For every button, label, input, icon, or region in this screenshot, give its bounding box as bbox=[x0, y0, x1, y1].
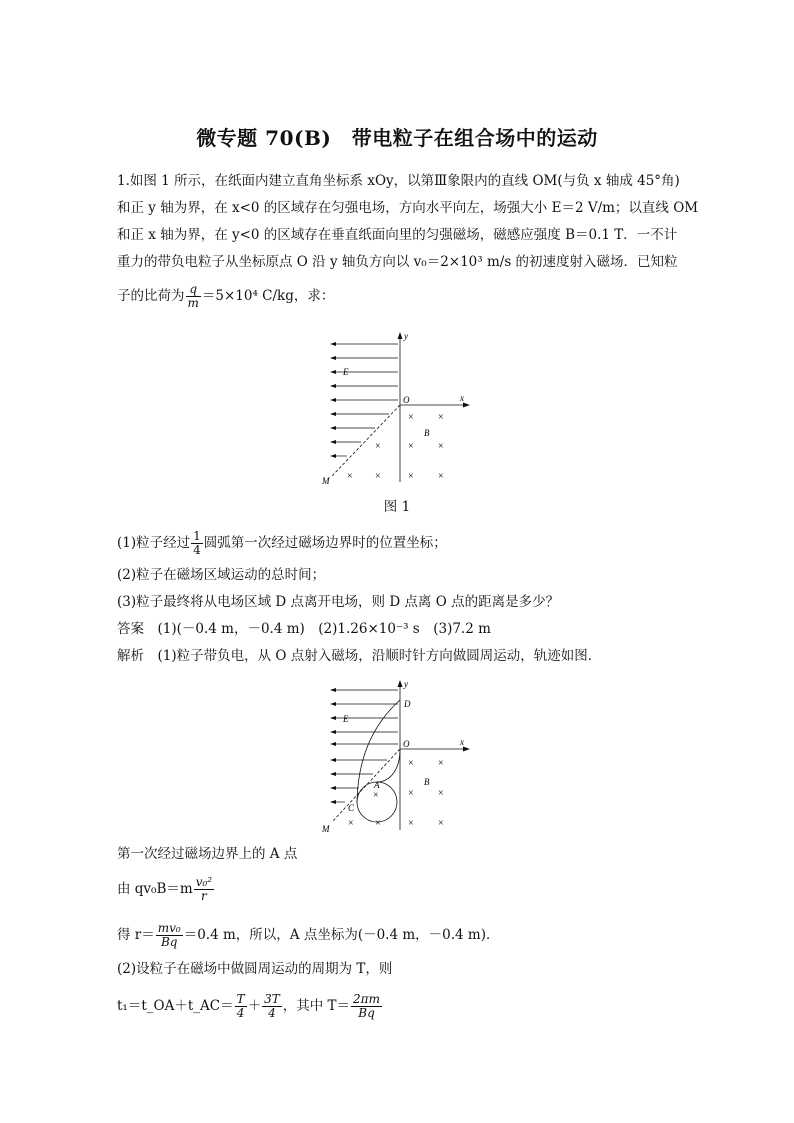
x-axis-arrow bbox=[463, 747, 470, 752]
page-title: 微专题 70(B) 带电粒子在组合场中的运动 bbox=[196, 126, 598, 150]
cross-mark: × bbox=[373, 790, 379, 801]
problem-line-5-pre: 子的比荷为 bbox=[117, 288, 185, 304]
fraction-denominator: m bbox=[187, 296, 199, 310]
problem-line-2: 和正 y 轴为界，在 x<0 的区域存在匀强电场，方向水平向左，场强大小 E＝2 V/m；以直线 OM bbox=[117, 200, 699, 216]
field-E-label: E bbox=[343, 714, 349, 724]
problem-line-1: 1.如图 1 所示，在纸面内建立直角坐标系 xOy，以第Ⅲ象限内的直线 OM(与负 x 轴成 45°角) bbox=[117, 173, 680, 189]
charge-mass-ratio-fraction bbox=[186, 283, 201, 310]
plus-sign: ＋ bbox=[247, 998, 262, 1014]
x-label: x bbox=[460, 393, 464, 403]
cross-mark: × bbox=[438, 818, 444, 829]
field-arrow bbox=[330, 716, 336, 720]
cross-mark: × bbox=[375, 441, 381, 452]
solution-line-5-mid: ，其中 T＝ bbox=[282, 998, 351, 1014]
field-arrow bbox=[330, 702, 336, 706]
point-A-label: A bbox=[374, 780, 380, 790]
cross-mark: × bbox=[408, 788, 414, 799]
question-1-post: 圆弧第一次经过磁场边界时的位置坐标； bbox=[203, 535, 447, 551]
fraction-denominator: 4 bbox=[193, 543, 201, 557]
solution-line-2 bbox=[117, 876, 215, 903]
problem-line-4: 重力的带负电粒子从坐标原点 O 沿 y 轴负方向以 v₀＝2×10³ m/s 的初速度射入磁场．已知粒 bbox=[117, 254, 678, 270]
y-label: y bbox=[404, 679, 408, 689]
field-B-label: B bbox=[424, 428, 430, 438]
radius-fraction bbox=[156, 922, 183, 949]
solution-line-3-pre: 得 r＝ bbox=[117, 927, 155, 943]
solution-line-3 bbox=[117, 922, 499, 949]
cross-mark: × bbox=[438, 412, 444, 423]
solution-line-2-pre: 由 qv₀B＝m bbox=[117, 881, 193, 897]
fraction-denominator: Bq bbox=[358, 1006, 375, 1020]
cross-mark: × bbox=[408, 441, 414, 452]
fraction-denominator: r bbox=[201, 889, 207, 903]
field-arrow bbox=[330, 786, 336, 790]
centripetal-fraction bbox=[194, 876, 214, 903]
quarter-period-fraction bbox=[235, 993, 247, 1020]
answer-line: 答案 (1)(－0.4 m，－0.4 m) (2)1.26×10⁻³ s (3)7.2 m bbox=[117, 621, 491, 637]
cross-mark: × bbox=[347, 471, 353, 482]
problem-line-5 bbox=[117, 283, 334, 310]
question-1-pre: (1)粒子经过 bbox=[117, 535, 191, 551]
cross-mark: × bbox=[375, 818, 381, 829]
y-axis-arrow bbox=[398, 332, 403, 339]
field-arrow bbox=[330, 440, 336, 444]
trajectory-arc-OA bbox=[377, 749, 400, 782]
cross-mark: × bbox=[375, 471, 381, 482]
cross-mark: × bbox=[438, 758, 444, 769]
point-M-label: M bbox=[322, 476, 330, 486]
field-arrow bbox=[330, 454, 336, 458]
cross-mark: × bbox=[408, 471, 414, 482]
cross-mark: × bbox=[348, 818, 354, 829]
fraction-numerator: mv₀ bbox=[157, 921, 181, 935]
field-arrow bbox=[330, 356, 336, 360]
solution-line-5-pre: t₁＝t_OA＋t_AC＝ bbox=[117, 998, 234, 1014]
question-1 bbox=[117, 530, 447, 557]
field-arrow bbox=[330, 398, 336, 402]
period-formula-fraction bbox=[351, 993, 382, 1020]
field-arrow bbox=[330, 730, 336, 734]
field-arrow bbox=[330, 342, 336, 346]
y-label: y bbox=[404, 331, 408, 341]
cross-mark: × bbox=[408, 818, 414, 829]
cross-mark: × bbox=[438, 441, 444, 452]
fraction-numerator: 1 bbox=[193, 529, 201, 543]
electric-field-lines bbox=[330, 342, 398, 458]
magnetic-field-crosses bbox=[347, 412, 444, 482]
question-2: (2)粒子在磁场区域运动的总时间； bbox=[117, 567, 326, 583]
analysis-line: 解析 (1)粒子带负电，从 O 点射入磁场，沿顺时针方向做圆周运动，轨迹如图． bbox=[117, 648, 602, 664]
y-axis-arrow bbox=[398, 680, 403, 687]
solution-line-5 bbox=[117, 993, 383, 1020]
point-C-label: C bbox=[348, 803, 355, 813]
x-label: x bbox=[460, 737, 464, 747]
figure-1-caption: 图 1 bbox=[383, 499, 411, 515]
field-arrow bbox=[330, 384, 336, 388]
solution-line-1: 第一次经过磁场边界上的 A 点 bbox=[117, 846, 298, 862]
x-axis-arrow bbox=[463, 403, 470, 408]
field-B-label: B bbox=[424, 777, 430, 787]
three-quarter-period-fraction bbox=[262, 993, 282, 1020]
field-arrow bbox=[330, 370, 336, 374]
line-OM bbox=[332, 405, 400, 476]
solution-line-3-post: ＝0.4 m，所以，A 点坐标为(－0.4 m，－0.4 m)． bbox=[183, 927, 500, 943]
fraction-numerator: q bbox=[186, 283, 201, 297]
fraction-numerator: 3T bbox=[264, 992, 280, 1006]
question-3: (3)粒子最终将从电场区域 D 点离开电场，则 D 点离 O 点的距离是多少？ bbox=[117, 594, 560, 610]
origin-label: O bbox=[403, 395, 410, 405]
fraction-numerator: 2πm bbox=[353, 992, 380, 1006]
origin-label: O bbox=[403, 739, 410, 749]
field-arrow bbox=[330, 688, 336, 692]
problem-line-3: 和正 x 轴为界，在 y<0 的区域存在垂直纸面向里的匀强磁场，磁感应强度 B＝0.1 T．一不计 bbox=[117, 227, 678, 243]
solution-line-4: (2)设粒子在磁场中做圆周运动的周期为 T，则 bbox=[117, 961, 393, 977]
fraction-numerator: v₀² bbox=[195, 875, 213, 889]
field-arrow bbox=[330, 412, 336, 416]
fraction-denominator: Bq bbox=[160, 935, 178, 949]
fraction-denominator: 4 bbox=[236, 1006, 245, 1020]
field-arrow bbox=[330, 800, 336, 804]
field-arrow bbox=[330, 742, 336, 746]
cross-mark: × bbox=[408, 412, 414, 423]
figure-2-diagram bbox=[320, 678, 480, 838]
field-arrow bbox=[330, 426, 336, 430]
quarter-fraction bbox=[191, 530, 203, 557]
point-D-label: D bbox=[404, 699, 411, 709]
field-E-label: E bbox=[343, 367, 349, 377]
fraction-numerator: T bbox=[236, 992, 245, 1006]
cross-mark: × bbox=[438, 788, 444, 799]
problem-line-5-post: ＝5×10⁴ C/kg，求： bbox=[201, 288, 335, 304]
cross-mark: × bbox=[438, 471, 444, 482]
point-M-label: M bbox=[322, 824, 330, 834]
fraction-denominator: 4 bbox=[268, 1006, 276, 1020]
figure-1-diagram bbox=[320, 330, 480, 490]
cross-mark: × bbox=[408, 758, 414, 769]
field-arrow bbox=[330, 772, 336, 776]
field-arrow bbox=[330, 758, 336, 762]
